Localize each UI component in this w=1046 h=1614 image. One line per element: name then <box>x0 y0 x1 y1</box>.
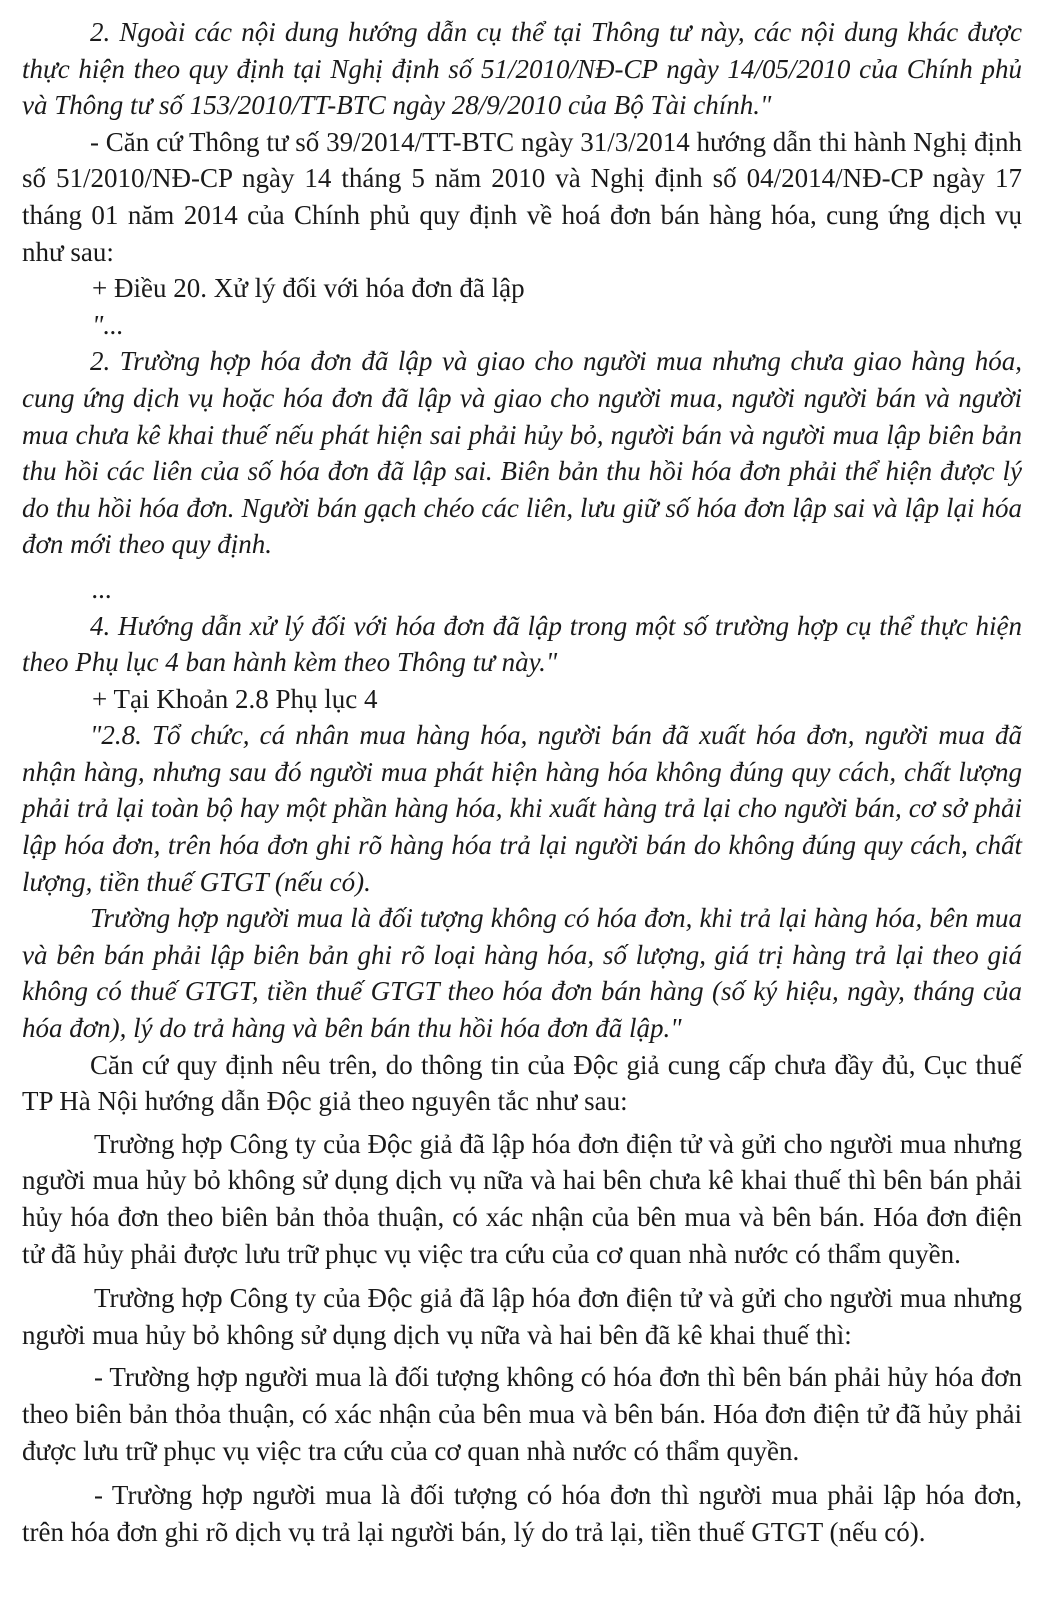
paragraph-appendix-4-heading: + Tại Khoản 2.8 Phụ lục 4 <box>92 683 378 714</box>
paragraph-article-20-heading: + Điều 20. Xử lý đối với hóa đơn đã lập <box>92 273 525 304</box>
paragraph-ellipsis: ... <box>92 573 113 604</box>
paragraph-buyer-with-invoice: - Trường hợp người mua là đối tượng có hóa đơn thì người mua phải lập hóa đơn, trên hóa đơn ghi rõ dịch vụ trả lại người bán, lý do trả lại, tiền thuế GTGT (nếu có). <box>22 1480 1022 1547</box>
paragraph-appendix-2-8: "2.8. Tổ chức, cá nhân mua hàng hóa, người bán đã xuất hóa đơn, người mua đã nhận hàng, nhưng sau đó người mua phát hiện hàng hóa không đúng quy cách, chất lượng phải trả lại toàn bộ hay một phần hàng hóa, khi xuất hàng trả lại cho người bán, cơ sở phải lập hóa đơn, trên hóa đơn ghi rõ hàng hóa trả lại người bán do không đúng quy cách, chất lượng, tiền thuế GTGT (nếu có). <box>22 720 1022 897</box>
paragraph-appendix-2-8-no-invoice: Trường hợp người mua là đối tượng không có hóa đơn, khi trả lại hàng hóa, bên mua và bên bán phải lập biên bản ghi rõ loại hàng hóa, số lượng, giá trị hàng trả lại theo giá không có thuế GTGT, tiền thuế GTGT theo hóa đơn bán hàng (số ký hiệu, ngày, tháng của hóa đơn), lý do trả hàng và bên bán thu hồi hóa đơn đã lập." <box>22 903 1022 1044</box>
paragraph-circular-39-basis: - Căn cứ Thông tư số 39/2014/TT-BTC ngày 31/3/2014 hướng dẫn thi hành Nghị định số 51/2010/NĐ-CP ngày 14 tháng 5 năm 2010 và Nghị định số 04/2014/NĐ-CP ngày 17 tháng 01 năm 2014 của Chính phủ quy định về hoá đơn bán hàng hóa, cung ứng dịch vụ như sau: <box>22 126 1022 267</box>
paragraph-quote-ellipsis: "... <box>92 309 124 340</box>
paragraph-case-declared: Trường hợp Công ty của Độc giả đã lập hóa đơn điện tử và gửi cho người mua nhưng người mua hủy bỏ không sử dụng dịch vụ nữa và hai bên đã kê khai thuế thì: <box>22 1283 1022 1350</box>
paragraph-article-20-clause-2: 2. Trường hợp hóa đơn đã lập và giao cho người mua nhưng chưa giao hàng hóa, cung ứng dịch vụ hoặc hóa đơn đã lập và giao cho người mua, người người bán và người mua chưa kê khai thuế nếu phát hiện sai phải hủy bỏ, người bán và người mua lập biên bản thu hồi các liên của số hóa đơn đã lập sai. Biên bản thu hồi hóa đơn phải thể hiện được lý do thu hồi hóa đơn. Người bán gạch chéo các liên, lưu giữ số hóa đơn lập sai và lập lại hóa đơn mới theo quy định. <box>22 346 1022 560</box>
paragraph-conclusion-intro: Căn cứ quy định nêu trên, do thông tin của Độc giả cung cấp chưa đầy đủ, Cục thuế TP Hà Nội hướng dẫn Độc giả theo nguyên tắc như sau: <box>22 1049 1022 1117</box>
paragraph-buyer-without-invoice: - Trường hợp người mua là đối tượng không có hóa đơn thì bên bán phải hủy hóa đơn theo biên bản thỏa thuận, có xác nhận của bên mua và bên bán. Hóa đơn điện tử đã hủy phải được lưu trữ phục vụ việc tra cứu của cơ quan nhà nước có thẩm quyền. <box>22 1362 1022 1466</box>
paragraph-case-not-declared: Trường hợp Công ty của Độc giả đã lập hóa đơn điện tử và gửi cho người mua nhưng người mua hủy bỏ không sử dụng dịch vụ nữa và hai bên chưa kê khai thuế thì bên bán phải hủy hóa đơn theo biên bản thỏa thuận, có xác nhận của bên mua và bên bán. Hóa đơn điện tử đã hủy phải được lưu trữ phục vụ việc tra cứu của cơ quan nhà nước có thẩm quyền. <box>22 1128 1022 1269</box>
paragraph-circular-clause-2: 2. Ngoài các nội dung hướng dẫn cụ thể tại Thông tư này, các nội dung khác được thực hiện theo quy định tại Nghị định số 51/2010/NĐ-CP ngày 14/05/2010 của Chính phủ và Thông tư số 153/2010/TT-BTC ngày 28/9/2010 của Bộ Tài chính." <box>22 17 1022 121</box>
paragraph-article-20-clause-4: 4. Hướng dẫn xử lý đối với hóa đơn đã lập trong một số trường hợp cụ thể thực hiện theo Phụ lục 4 ban hành kèm theo Thông tư này." <box>22 610 1022 678</box>
